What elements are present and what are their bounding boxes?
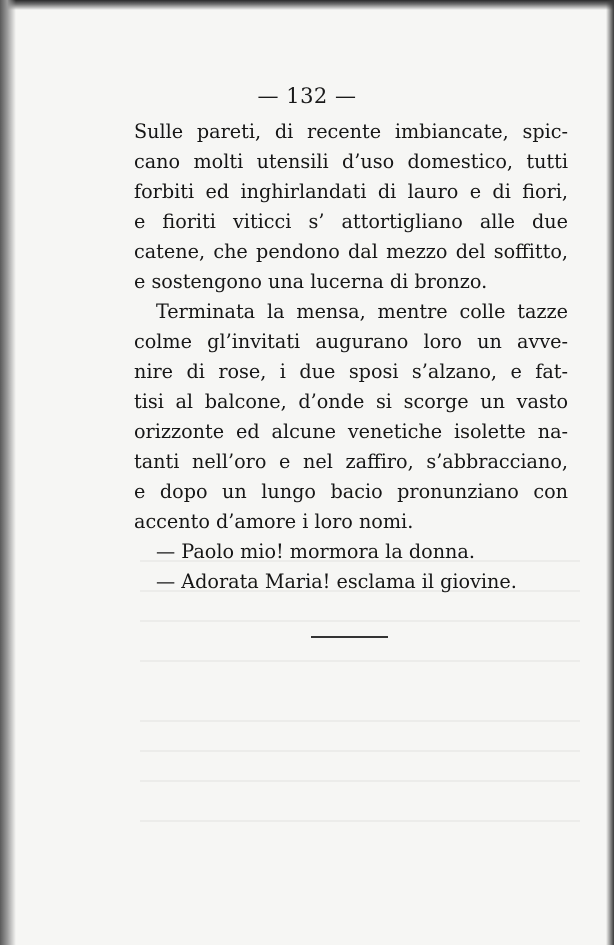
text-line: accento d’amore i loro nomi. [134,510,414,533]
text-line: e fioriti viticci s’ attortigliano alle due [134,210,568,233]
text-line: tisi al balcone, d’onde si scorge un vasto [134,390,568,413]
dialogue-line: — Paolo mio! mormora la donna. [156,540,475,563]
text-line: orizzonte ed alcune venetiche isolette na- [134,420,568,443]
paragraph-4 [134,567,568,597]
section-divider [311,636,388,638]
show-through-line [140,780,580,782]
body-text [134,117,568,597]
show-through-line [140,620,580,622]
page-top-shadow [0,0,614,10]
page-right-shadow [606,0,614,945]
show-through-line [140,720,580,722]
page-binding-shadow [0,0,16,945]
text-line: catene, che pendono dal mezzo del soffitto, [134,240,568,263]
show-through-line [140,660,580,662]
text-line: colme gl’invitati augurano loro un avve- [134,330,568,353]
show-through-line [140,820,580,822]
text-line: Terminata la mensa, mentre colle tazze [156,300,568,323]
text-line: forbiti ed inghirlandati di lauro e di fiori, [134,180,568,203]
paragraph-1 [134,117,568,297]
text-line: tanti nell’oro e nel zaffiro, s’abbracciano, [134,450,568,473]
dialogue-line: — Adorata Maria! esclama il giovine. [156,570,517,593]
paragraph-3 [134,537,568,567]
paragraph-2 [134,297,568,537]
page-number: — 132 — [257,84,357,108]
text-line: cano molti utensili d’uso domestico, tutti [134,150,568,173]
text-line: e dopo un lungo bacio pronunziano con [134,480,568,503]
show-through-line [140,750,580,752]
text-line: nire di rose, i due sposi s’alzano, e fat- [134,360,568,383]
text-line: e sostengono una lucerna di bronzo. [134,270,488,293]
text-line: Sulle pareti, di recente imbiancate, spic- [134,120,568,143]
